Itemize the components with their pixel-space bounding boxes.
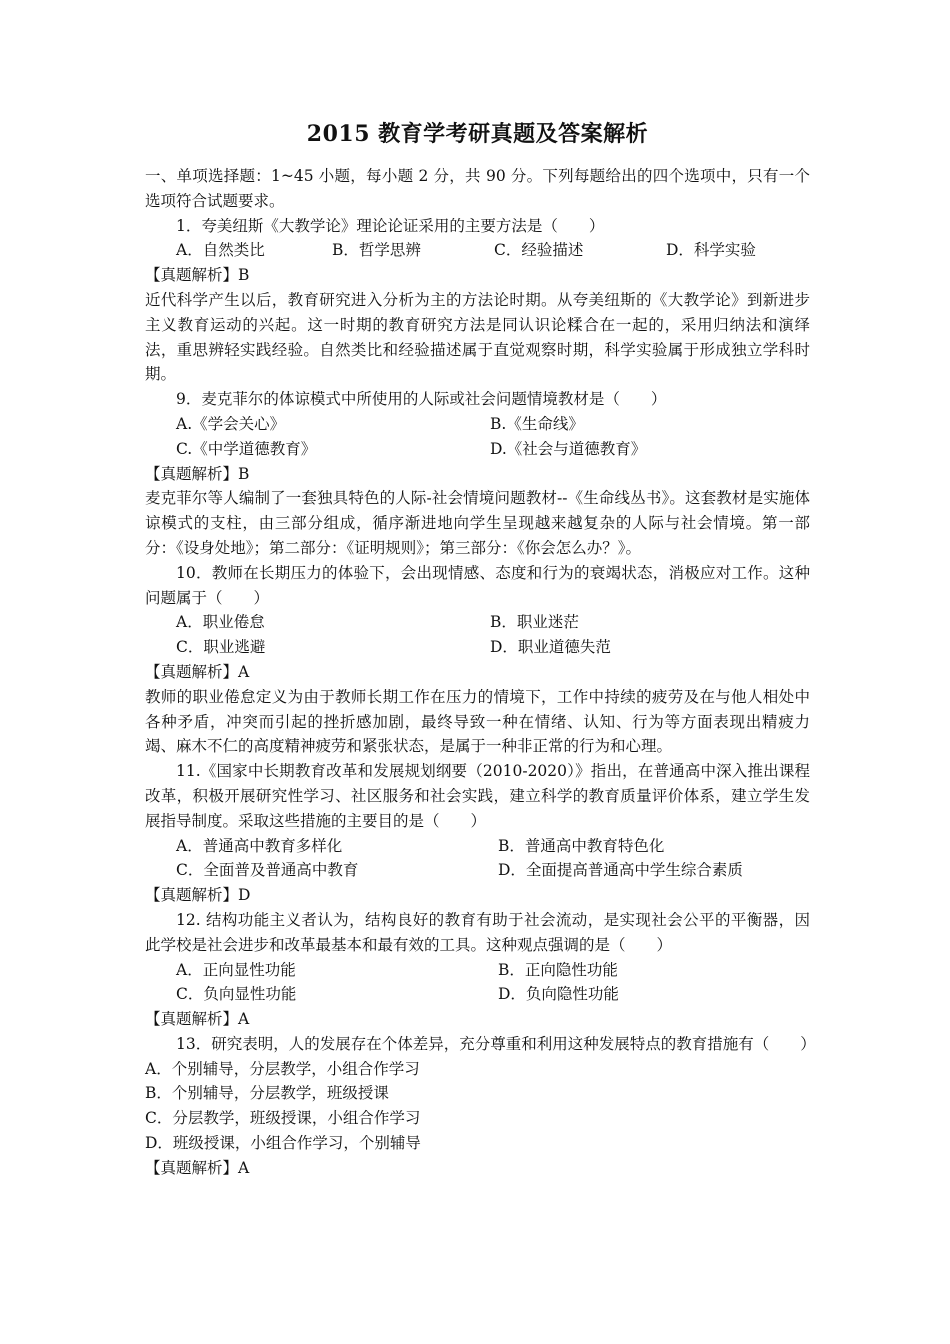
option-b: B.《生命线》	[490, 414, 584, 433]
options-row	[145, 437, 810, 462]
answer-label: 【真题解析】B	[145, 266, 250, 285]
question-12	[145, 908, 810, 1032]
options-row	[145, 635, 810, 660]
answer-label: 【真题解析】A	[145, 662, 250, 681]
option-a: A.《学会关心》	[176, 414, 286, 433]
document-title: 2015 教育学考研真题及答案解析	[306, 121, 649, 147]
option-a: A．个别辅导，分层教学，小组合作学习	[145, 1059, 420, 1078]
section-intro: 一、单项选择题：1~45 小题，每小题 2 分，共 90 分。下列每题给出的四个选项中，只有一个选项符合试题要求。	[145, 167, 810, 210]
options-row	[145, 982, 810, 1007]
answer-label: 【真题解析】A	[145, 1158, 250, 1177]
question-stem: 12. 结构功能主义者认为，结构良好的教育有助于社会流动，是实现社会公平的平衡器，因此学校是社会进步和改革最基本和最有效的工具。这种观点强调的是（ ）	[145, 910, 810, 954]
options-row	[145, 858, 810, 883]
answer-explanation: 近代科学产生以后，教育研究进入分析为主的方法论时期。从夸美纽斯的《大教学论》到新进步主义教育运动的兴起。这一时期的教育研究方法是同认识论糅合在一起的，采用归纳法和演绎法，重思辨轻实践经验。自然类比和经验描述属于直觉观察时期，科学实验属于形成独立学科时期。	[145, 290, 810, 384]
document-page	[145, 118, 816, 1181]
options-row	[145, 958, 810, 983]
option-d: D．职业道德失范	[490, 638, 611, 657]
options-row	[145, 412, 810, 437]
option-d: D．负向隐性功能	[498, 985, 619, 1004]
option-d: D．科学实验	[666, 241, 756, 260]
option-c: C．职业逃避	[176, 638, 266, 657]
question-stem: 9．麦克菲尔的体谅模式中所使用的人际或社会问题情境教材是（ ）	[176, 390, 667, 409]
option-c: C．全面普及普通高中教育	[176, 861, 359, 880]
question-1	[145, 214, 810, 388]
option-c: C．经验描述	[494, 241, 584, 260]
question-stem: 1．夸美纽斯《大教学论》理论论证采用的主要方法是（ ）	[176, 216, 605, 235]
question-9	[145, 387, 810, 561]
question-stem: 13．研究表明，人的发展存在个体差异，充分尊重和利用这种发展特点的教育措施有（ ）	[176, 1034, 816, 1053]
answer-explanation: 麦克菲尔等人编制了一套独具特色的人际-社会情境问题教材--《生命线丛书》。这套教材是实施体谅模式的支柱，由三部分组成，循序渐进地向学生呈现越来越复杂的人际与社会情境。第一部分：《设身处地》；第二部分：《证明规则》；第三部分：《你会怎么办？》。	[145, 489, 810, 557]
option-b: B．正向隐性功能	[498, 960, 618, 979]
option-d: D.《社会与道德教育》	[490, 439, 647, 458]
options-row	[145, 834, 810, 859]
options-row	[145, 610, 810, 635]
option-d: D．全面提高普通高中学生综合素质	[498, 861, 743, 880]
option-b: B．普通高中教育特色化	[498, 836, 665, 855]
option-b: B．职业迷茫	[490, 613, 579, 632]
question-11	[145, 759, 810, 908]
question-stem: 10．教师在长期压力的体验下，会出现情感、态度和行为的衰竭状态，消极应对工作。这种问题属于（ ）	[145, 563, 810, 607]
question-stem: 11.《国家中长期教育改革和发展规划纲要（2010-2020）》指出，在普通高中深入推出课程改革，积极开展研究性学习、社区服务和社会实践，建立科学的教育质量评价体系，建立学生发展指导制度。采取这些措施的主要目的是（ ）	[145, 762, 810, 830]
option-c: C．分层教学，班级授课，小组合作学习	[145, 1109, 421, 1128]
option-b: B．哲学思辨	[332, 241, 421, 260]
option-a: A．普通高中教育多样化	[176, 836, 343, 855]
option-c: C.《中学道德教育》	[176, 439, 317, 458]
options-row	[145, 238, 810, 263]
question-10	[145, 561, 810, 759]
answer-label: 【真题解析】A	[145, 1010, 250, 1029]
question-13	[145, 1032, 816, 1181]
option-a: A．正向显性功能	[176, 960, 296, 979]
option-b: B．个别辅导，分层教学，班级授课	[145, 1084, 389, 1103]
answer-explanation: 教师的职业倦怠定义为由于教师长期工作在压力的情境下，工作中持续的疲劳及在与他人相处中各种矛盾，冲突而引起的挫折感加剧，最终导致一种在情绪、认知、行为等方面表现出精疲力竭、麻木不仁的高度精神疲劳和紧张状态，是属于一种非正常的行为和心理。	[145, 687, 810, 756]
answer-label: 【真题解析】B	[145, 464, 250, 483]
option-c: C．负向显性功能	[176, 985, 297, 1004]
option-a: A．自然类比	[176, 241, 265, 260]
option-d: D．班级授课，小组合作学习，个别辅导	[145, 1134, 421, 1153]
answer-label: 【真题解析】D	[145, 886, 251, 905]
option-a: A．职业倦怠	[176, 613, 265, 632]
